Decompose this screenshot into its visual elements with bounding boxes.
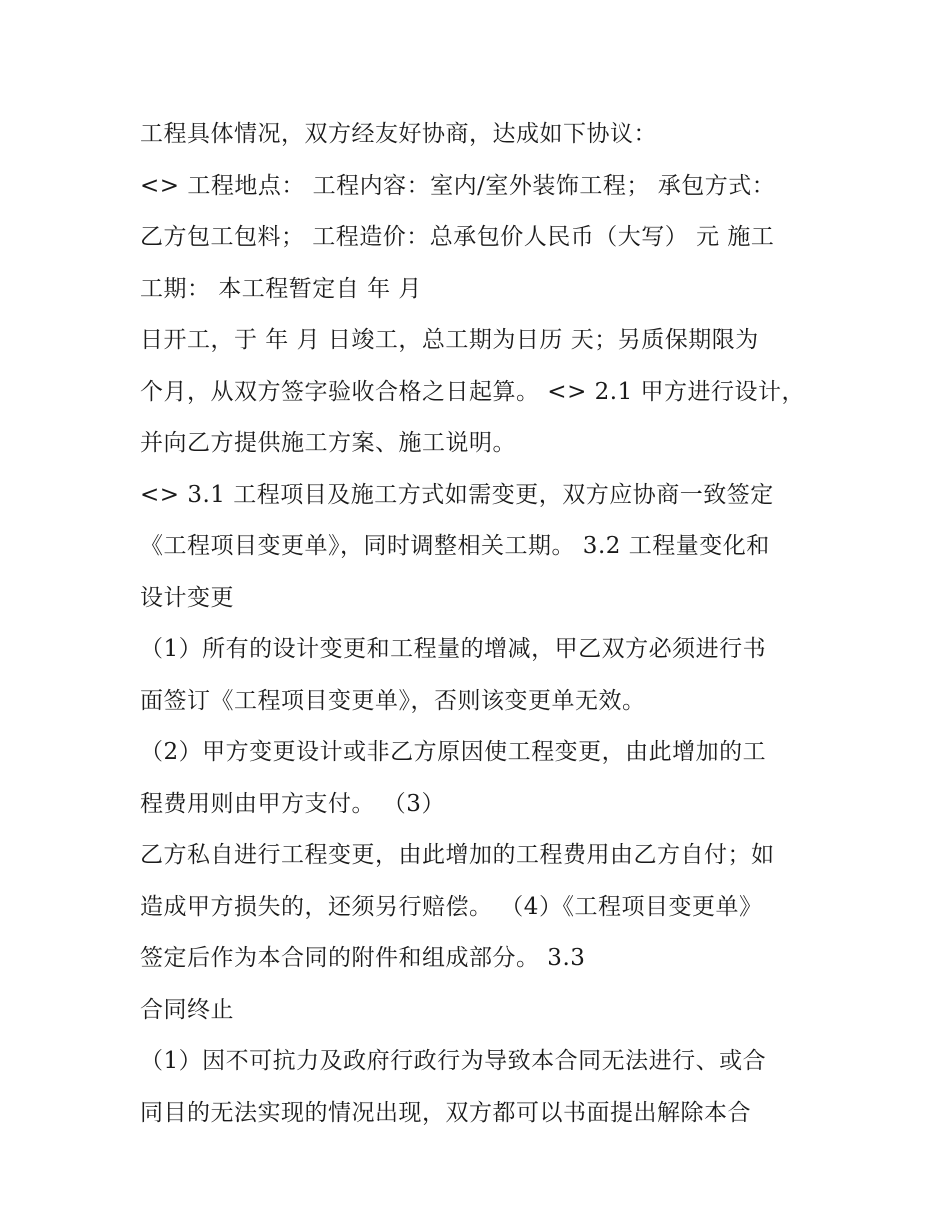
text-line-10: 设计变更 — [140, 584, 234, 611]
text-line-4: 工期： 本工程暂定自 年 月 — [140, 275, 422, 302]
text-line-2: <> 工程地点： 工程内容：室内/室外装饰工程； 承包方式： — [140, 172, 776, 199]
text-line-12: 面签订《工程项目变更单》，否则该变更单无效。 — [140, 687, 646, 714]
text-line-3: 乙方包工包料； 工程造价：总承包价人民币（大写） 元 施工 — [140, 224, 775, 250]
text-line-7: 并向乙方提供施工方案、施工说明。 — [140, 430, 516, 456]
text-line-9: 《工程项目变更单》，同时调整相关工期。 3.2 工程量变化和 — [140, 533, 770, 559]
text-line-13: （2）甲方变更设计或非乙方原因使工程变更，由此增加的工 — [140, 739, 767, 765]
text-line-11: （1）所有的设计变更和工程量的增减，甲乙双方必须进行书 — [140, 636, 767, 662]
text-line-18: 合同终止 — [140, 996, 234, 1023]
text-line-17: 签定后作为本合同的附件和组成部分。 3.3 — [140, 945, 586, 971]
contract-text — [140, 109, 830, 1139]
text-line-15: 乙方私自进行工程变更，由此增加的工程费用由乙方自付；如 — [140, 842, 775, 868]
text-line-5: 日开工，于 年 月 日竣工，总工期为日历 天；另质保期限为 — [140, 327, 759, 353]
text-line-6: 个月，从双方签字验收合格之日起算。 <> 2.1 甲方进行设计， — [140, 378, 806, 405]
text-line-19: （1）因不可抗力及政府行政行为导致本合同无法进行、或合 — [140, 1048, 767, 1074]
text-line-8: <> 3.1 工程项目及施工方式如需变更，双方应协商一致签定 — [140, 481, 774, 508]
text-line-16: 造成甲方损失的，还须另行赔偿。 （4）《工程项目变更单》 — [140, 893, 763, 920]
text-line-1: 工程具体情况，双方经友好协商，达成如下协议： — [140, 121, 657, 147]
text-line-20: 同目的无法实现的情况出现，双方都可以书面提出解除本合 — [140, 1099, 751, 1126]
text-line-14: 程费用则由甲方支付。 （3） — [140, 790, 445, 817]
